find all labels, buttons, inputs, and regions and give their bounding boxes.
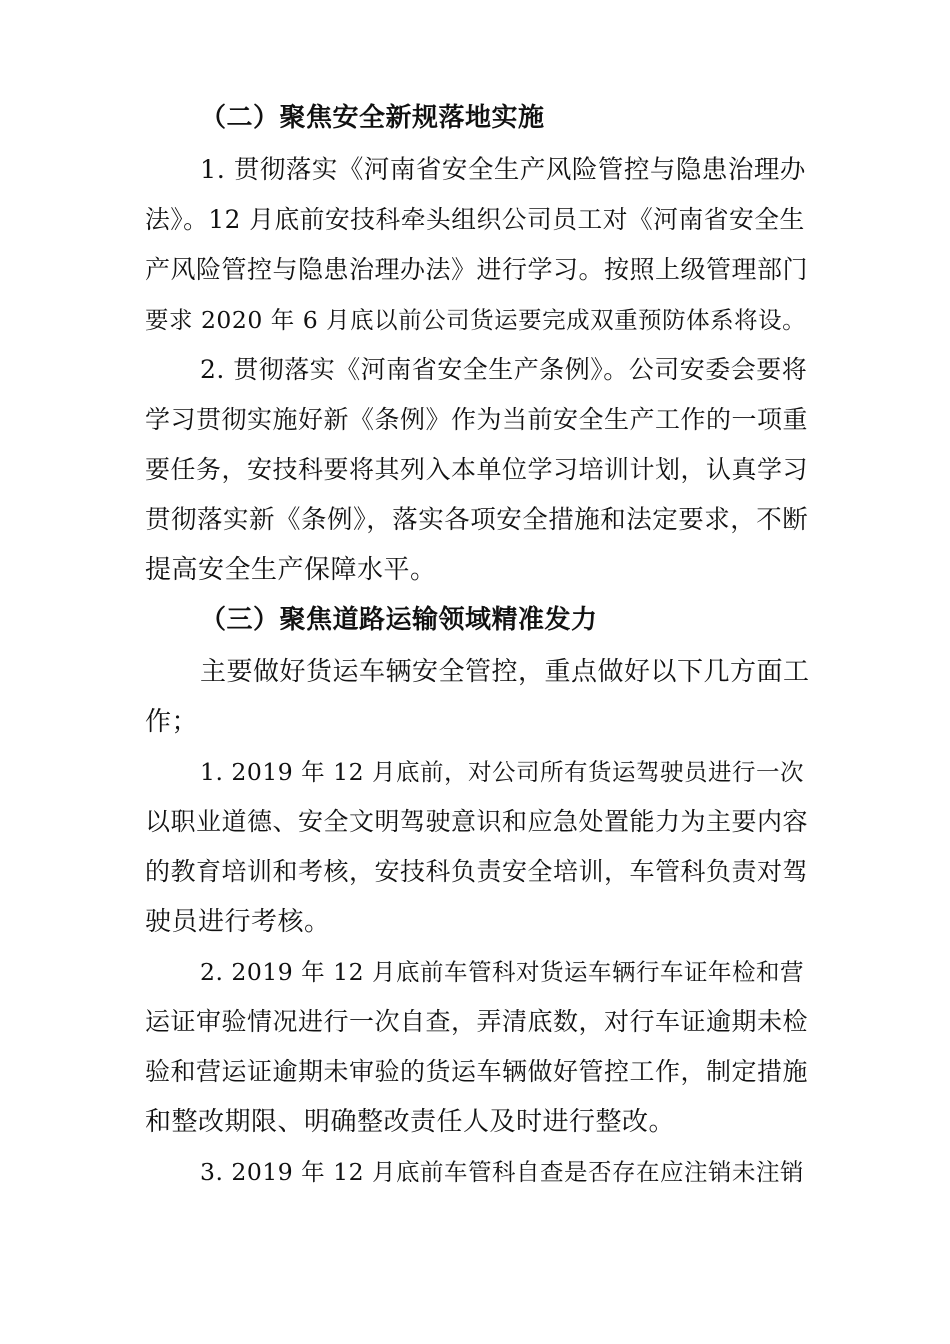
paragraph-line: 1. 贯彻落实《河南省安全生产风险管控与隐患治理办 xyxy=(200,155,806,185)
paragraph-line: 提高安全生产保障水平。 xyxy=(145,555,437,585)
paragraph-line: 2. 2019 年 12 月底前车管科对货运车辆行车证年检和营 xyxy=(200,958,805,986)
paragraph-line: 运证审验情况进行一次自查，弄清底数，对行车证逾期未检 xyxy=(145,1007,809,1036)
paragraph-line: 验和营运证逾期未审验的货运车辆做好管控工作，制定措施 xyxy=(145,1057,809,1086)
paragraph-line: 贯彻落实新《条例》，落实各项安全措施和法定要求，不断 xyxy=(145,505,809,535)
paragraph-line: 要求 2020 年 6 月底以前公司货运要完成双重预防体系将设。 xyxy=(145,306,807,334)
paragraph-line: 2. 贯彻落实《河南省安全生产条例》。公司安委会要将 xyxy=(200,355,808,384)
paragraph-line: 1. 2019 年 12 月底前，对公司所有货运驾驶员进行一次 xyxy=(200,758,805,786)
section-heading: （二）聚焦安全新规落地实施 xyxy=(200,103,545,133)
paragraph-line: 主要做好货运车辆安全管控，重点做好以下几方面工 xyxy=(200,657,810,687)
paragraph-line: 以职业道德、安全文明驾驶意识和应急处置能力为主要内容 xyxy=(145,807,809,836)
paragraph-line: 法》。12 月底前安技科牵头组织公司员工对《河南省安全生 xyxy=(145,205,805,234)
section-heading: （三）聚焦道路运输领域精准发力 xyxy=(200,605,598,635)
paragraph-line: 产风险管控与隐患治理办法》进行学习。按照上级管理部门 xyxy=(145,255,809,284)
paragraph-line: 和整改期限、明确整改责任人及时进行整改。 xyxy=(145,1107,676,1137)
paragraph-line: 要任务，安技科要将其列入本单位学习培训计划，认真学习 xyxy=(145,455,809,484)
paragraph-line: 驶员进行考核。 xyxy=(145,907,331,937)
paragraph-line: 学习贯彻实施好新《条例》作为当前安全生产工作的一项重 xyxy=(145,405,809,434)
paragraph-line: 的教育培训和考核，安技科负责安全培训，车管科负责对驾 xyxy=(145,857,809,886)
paragraph-line: 作； xyxy=(145,707,199,737)
paragraph-line: 3. 2019 年 12 月底前车管科自查是否存在应注销未注销 xyxy=(200,1158,805,1186)
